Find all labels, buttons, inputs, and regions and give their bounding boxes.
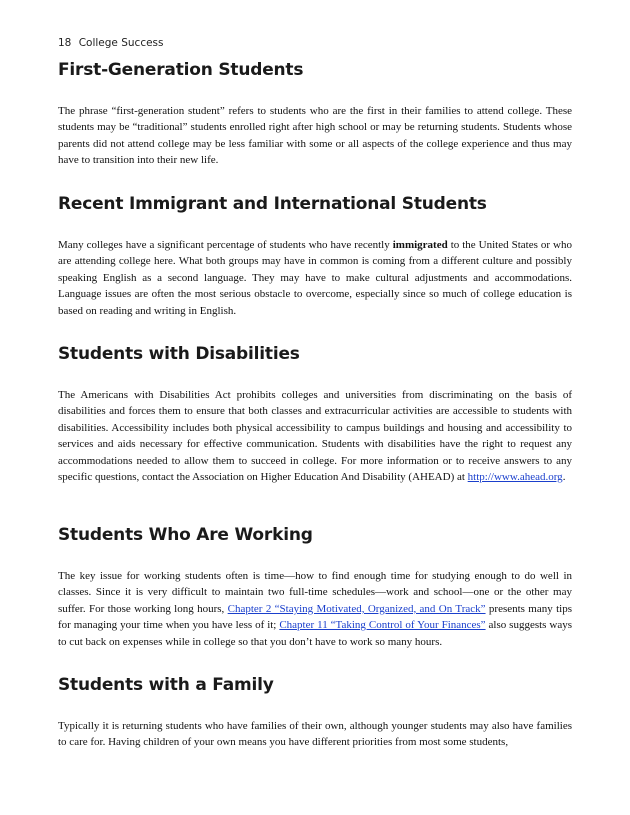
heading-students-who-are-working: Students Who Are Working <box>58 525 313 545</box>
paragraph-text: The key issue for working students often is time—how to find enough time for studying enough to do well in classes. Since it is very difficult to maintain two full-time schedules—work and school—one or the other may suffer. For those working long hours, <box>58 570 572 615</box>
paragraph-text: Many colleges have a significant percentage of students who have recently <box>58 239 393 251</box>
chapter-11-link[interactable]: Chapter 11 “Taking Control of Your Finances” <box>279 619 486 632</box>
chapter-2-link[interactable]: Chapter 2 “Staying Motivated, Organized, and On Track” <box>227 602 486 615</box>
paragraph-text: presents many tips for managing your time when you have less of it; <box>58 602 572 632</box>
paragraph-immigrant-international-students <box>58 237 572 319</box>
paragraph-text: The Americans with Disabilities Act prohibits colleges and universities from discriminating on the basis of disabilities and forces them to ensure that both classes and extracurricular activities are accessible to students with disabilities. Accessibility includes both physical accessibility to campus buildings and housing and accessibility to services and aids necessary for effective communication. Students with disabilities have the right to request any accommodations needed to allow them to succeed in college. For more information or to receive answers to any specific questions, contact the Association on Higher Education And Disability (AHEAD) at <box>58 389 572 484</box>
paragraph-text: to the United States or who are attending college here. What both groups may have in common is coming from a different culture and possibly speaking English as a second language. They may have to make cultural adjustments and accommodations. Language issues are often the most serious obstacle to overcome, especially since so much of college education is based on reading and writing in English. <box>58 239 572 317</box>
paragraph-students-with-disabilities <box>58 387 572 485</box>
paragraph-text: also suggests ways to cut back on expenses while in college so that you don’t have to work so many hours. <box>58 619 573 648</box>
heading-students-with-a-family: Students with a Family <box>58 675 274 695</box>
page-number: 18 <box>58 37 72 49</box>
paragraph-students-who-are-working <box>58 568 572 650</box>
ahead-link[interactable]: http://www.ahead.org <box>467 471 563 484</box>
paragraph-first-generation-students: The phrase “first-generation student” refers to students who are the first in their families to attend college. These students may be “traditional” students enrolled right after high school or may be returning students. Students whose parents did not attend college may be less familiar with some or all aspects of the college experience and thus may have to transition into their new life. <box>58 105 572 167</box>
heading-first-generation-students: First-Generation Students <box>58 60 304 80</box>
book-title: College Success <box>78 37 164 49</box>
paragraph-text: . <box>562 471 566 484</box>
heading-immigrant-international-students: Recent Immigrant and International Students <box>58 194 487 214</box>
bold-term: immigrated <box>392 239 448 251</box>
running-header <box>58 37 164 49</box>
paragraph-students-with-a-family: Typically it is returning students who have families of their own, although younger students may also have families to care for. Having children of your own means you have different priorities from most some students, <box>58 720 572 749</box>
heading-students-with-disabilities: Students with Disabilities <box>58 344 300 364</box>
